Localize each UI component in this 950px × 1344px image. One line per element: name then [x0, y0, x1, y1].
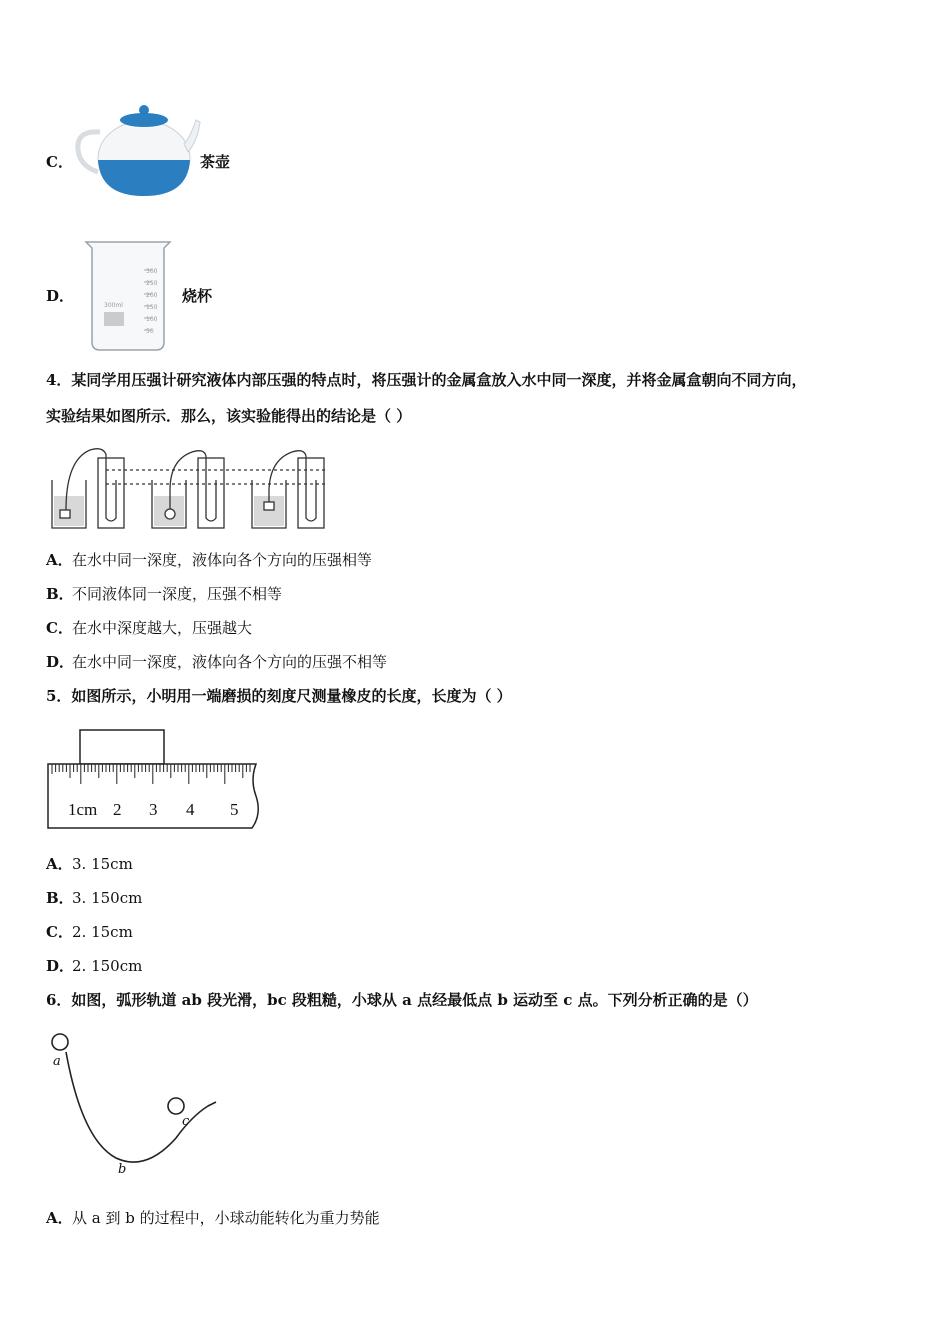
beaker-label: 烧杯	[182, 287, 213, 305]
teapot-label: 茶壶	[200, 153, 231, 171]
q5-option-a[interactable]: A．3. 15cm	[46, 855, 133, 873]
pressure-gauge-diagram	[46, 440, 330, 536]
q5-option-c[interactable]: C．2. 15cm	[46, 923, 133, 941]
option-d-letter: D．	[46, 287, 75, 305]
q5-option-d[interactable]: D．2. 150cm	[46, 957, 143, 975]
point-c-label: c	[182, 1114, 190, 1129]
point-a-label: a	[53, 1054, 61, 1069]
beaker-scale: 300 250 200 150 100 50	[146, 268, 158, 335]
q4-option-d[interactable]: D．在水中同一深度，液体向各个方向的压强不相等	[46, 653, 388, 671]
q5-stem: 5．如图所示，小明用一端磨损的刻度尺测量橡皮的长度，长度为（ ）	[46, 687, 512, 705]
track-diagram	[46, 1030, 218, 1180]
ruler-label-1cm: 1cm	[68, 800, 98, 819]
beaker-volume-text: 300ml	[104, 302, 123, 309]
ruler-label-4: 4	[186, 800, 195, 819]
q4-stem-line1: 4．某同学用压强计研究液体内部压强的特点时，将压强计的金属盒放入水中同一深度，并将金属盒朝向不同方向，	[46, 371, 807, 389]
ruler-label-2: 2	[113, 800, 122, 819]
ruler-label-3: 3	[149, 800, 158, 819]
beaker-image	[80, 236, 176, 354]
q4-option-b[interactable]: B．不同液体同一深度，压强不相等	[46, 585, 283, 603]
q6-option-a[interactable]: A．从 a 到 b 的过程中，小球动能转化为重力势能	[46, 1209, 380, 1227]
ruler-label-5: 5	[230, 800, 239, 819]
option-c-letter: C．	[46, 153, 73, 171]
q4-stem-line2: 实验结果如图所示．那么，该实验能得出的结论是（ ）	[46, 407, 412, 425]
point-b-label: b	[118, 1162, 127, 1177]
teapot-image	[72, 100, 204, 200]
q6-stem: 6．如图，弧形轨道 ab 段光滑，bc 段粗糙，小球从 a 点经最低点 b 运动至 c 点。下列分析正确的是（）	[46, 991, 758, 1009]
q4-option-c[interactable]: C．在水中深度越大，压强越大	[46, 619, 253, 637]
q4-option-a[interactable]: A．在水中同一深度，液体向各个方向的压强相等	[46, 551, 373, 569]
q5-option-b[interactable]: B．3. 150cm	[46, 889, 143, 907]
